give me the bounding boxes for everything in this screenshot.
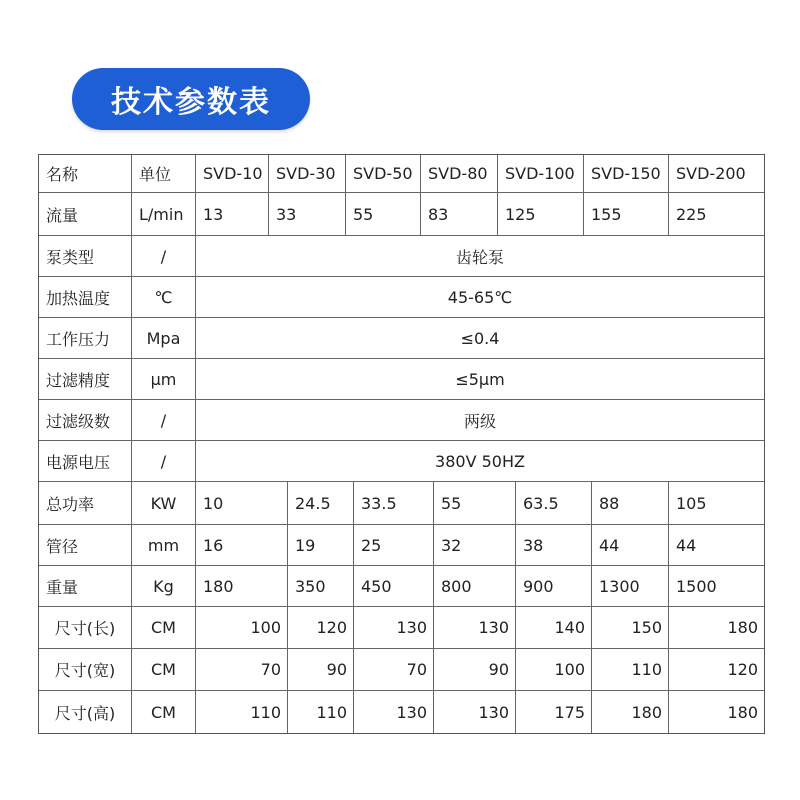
value-cell: 100 <box>516 649 592 691</box>
value-cell: 70 <box>196 649 288 691</box>
value-cell: 齿轮泵 <box>196 236 764 277</box>
row-label: 尺寸(长) <box>39 607 132 649</box>
value-cell: 90 <box>288 649 354 691</box>
value-cell: 120 <box>669 649 764 691</box>
value-cell: 44 <box>592 525 669 566</box>
value-cell: 两级 <box>196 400 764 441</box>
value-cell: 130 <box>354 691 434 733</box>
value-cell: 130 <box>434 607 516 649</box>
unit-cell: Mpa <box>132 318 196 359</box>
value-cell: 350 <box>288 566 354 607</box>
value-cell: ≤5μm <box>196 359 764 400</box>
value-cell: 180 <box>669 607 764 649</box>
value-cell: 225 <box>669 193 764 236</box>
unit-cell: CM <box>132 607 196 649</box>
row-label: 重量 <box>39 566 132 607</box>
value-cell: 33 <box>269 193 346 236</box>
unit-cell: Kg <box>132 566 196 607</box>
row-label: 流量 <box>39 193 132 236</box>
value-cell: 25 <box>354 525 434 566</box>
row-label: 工作压力 <box>39 318 132 359</box>
value-cell: 70 <box>354 649 434 691</box>
unit-cell: L/min <box>132 193 196 236</box>
unit-cell: mm <box>132 525 196 566</box>
value-cell: 130 <box>434 691 516 733</box>
unit-cell: CM <box>132 691 196 733</box>
value-cell: 800 <box>434 566 516 607</box>
value-cell: 900 <box>516 566 592 607</box>
value-cell: SVD-50 <box>346 155 421 193</box>
value-cell: 125 <box>498 193 584 236</box>
value-cell: 110 <box>288 691 354 733</box>
value-cell: 150 <box>592 607 669 649</box>
unit-cell: μm <box>132 359 196 400</box>
row-label: 过滤级数 <box>39 400 132 441</box>
value-cell: SVD-10 <box>196 155 269 193</box>
value-cell: 380V 50HZ <box>196 441 764 482</box>
value-cell: 33.5 <box>354 482 434 525</box>
value-cell: 175 <box>516 691 592 733</box>
value-cell: 90 <box>434 649 516 691</box>
unit-cell: KW <box>132 482 196 525</box>
value-cell: 450 <box>354 566 434 607</box>
spec-table <box>38 154 765 734</box>
value-cell: 130 <box>354 607 434 649</box>
value-cell: 32 <box>434 525 516 566</box>
row-label: 尺寸(高) <box>39 691 132 733</box>
value-cell: 10 <box>196 482 288 525</box>
value-cell: 24.5 <box>288 482 354 525</box>
value-cell: ≤0.4 <box>196 318 764 359</box>
value-cell: 155 <box>584 193 669 236</box>
value-cell: 1300 <box>592 566 669 607</box>
row-label: 加热温度 <box>39 277 132 318</box>
value-cell: SVD-30 <box>269 155 346 193</box>
value-cell: 38 <box>516 525 592 566</box>
value-cell: SVD-100 <box>498 155 584 193</box>
row-label: 尺寸(宽) <box>39 649 132 691</box>
value-cell: 63.5 <box>516 482 592 525</box>
unit-cell: ℃ <box>132 277 196 318</box>
value-cell: 55 <box>434 482 516 525</box>
unit-cell: / <box>132 236 196 277</box>
row-label: 管径 <box>39 525 132 566</box>
value-cell: 55 <box>346 193 421 236</box>
value-cell: 13 <box>196 193 269 236</box>
value-cell: SVD-80 <box>421 155 498 193</box>
row-label: 过滤精度 <box>39 359 132 400</box>
value-cell: 19 <box>288 525 354 566</box>
value-cell: 120 <box>288 607 354 649</box>
value-cell: 180 <box>727 702 758 722</box>
row-label: 名称 <box>39 155 132 193</box>
value-cell: 88 <box>592 482 669 525</box>
row-label: 总功率 <box>39 482 132 525</box>
value-cell: 45-65℃ <box>196 277 764 318</box>
value-cell: 140 <box>516 607 592 649</box>
row-label: 电源电压 <box>39 441 132 482</box>
value-cell: 180 <box>592 691 669 733</box>
value-cell: 1500 <box>669 566 764 607</box>
value-cell: SVD-200 <box>669 155 764 193</box>
value-cell: SVD-150 <box>584 155 669 193</box>
row-label: 泵类型 <box>39 236 132 277</box>
value-cell: 16 <box>196 525 288 566</box>
unit-cell: CM <box>132 649 196 691</box>
unit-cell: / <box>132 400 196 441</box>
value-cell: 83 <box>421 193 498 236</box>
section-title: 技术参数表 <box>72 68 310 130</box>
value-cell: 100 <box>196 607 288 649</box>
unit-cell: / <box>132 441 196 482</box>
value-cell: 105 <box>669 482 764 525</box>
value-cell: 180 <box>196 566 288 607</box>
value-cell: 44 <box>669 525 764 566</box>
unit-cell: 单位 <box>132 155 196 193</box>
value-cell: 110 <box>592 649 669 691</box>
value-cell: 110 <box>196 691 288 733</box>
